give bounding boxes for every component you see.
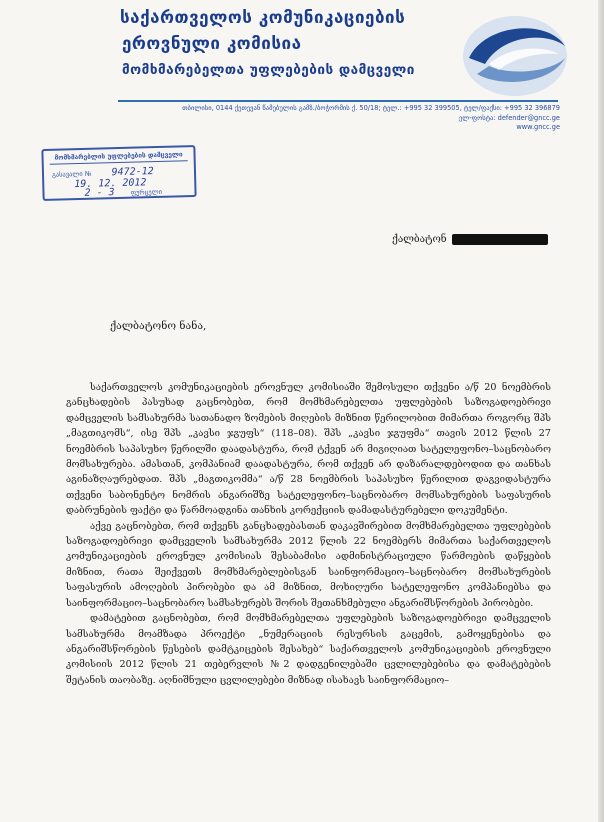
- header-title-line1: საქართველოს კომუნიკაციების: [120, 8, 406, 28]
- header-divider: [118, 100, 558, 102]
- page-edge-shadow: [598, 0, 604, 822]
- greeting: ქალბატონო ნანა,: [110, 320, 207, 332]
- gncc-logo-icon: [455, 6, 575, 106]
- body-paragraph-2: აქვე გაცნობებთ, რომ თქვენს განცხადებასთან დაკავშირებით მომხმარებელთა უფლებების საზოგადოებრივი დამცველის სამსახურმა 2012 წლის 22 ნოემბერს მიმართა საქართველოს კომუნიკაციების ეროვნულ კომისიას შესაბამისი ადმინისტრაციული წარმოების დაწყების მიზნით, რათა შეიქვეთს მომხმარებლებისგან საინფორმაციო–საცნობარო მომსახურების საფასურის ამოღების პირობები და ამ მიზნით, მოხიღური სატელეფონო კომპანიებსა და საინფორმაციო–საცნობარო სამსახურებს შორის შეთანხმებული ანგარიშსწორების პირობები.: [66, 520, 551, 609]
- stamp-pages-label: ფურცელი: [130, 187, 163, 197]
- stamp-date: 19. 12. 2012: [74, 177, 147, 191]
- header-title-line2: ეროვნული კომისია: [122, 34, 302, 54]
- stamp-number: 9472-12: [111, 166, 154, 179]
- contact-block: [140, 104, 560, 133]
- redacted-name: [452, 234, 548, 245]
- stamp-title: მომხმარებლის უფლებების დამცველი: [49, 150, 187, 165]
- contact-email: ელ-ფოსტა: defender@gncc.ge: [458, 113, 560, 122]
- registration-stamp: [41, 145, 196, 201]
- stamp-number-label: გასავალი №: [51, 169, 92, 179]
- addressee: [392, 234, 548, 245]
- header-title-line3: მომხმარებელთა უფლებების დამცველი: [122, 62, 415, 78]
- contact-website: www.gncc.ge: [516, 123, 560, 131]
- stamp-pages: 2 - 3: [84, 187, 115, 199]
- body-paragraph-1: საქართველოს კომუნიკაციების ეროვნულ კომისიაში შემოსული თქვენი ა/წ 20 ნოემბრის განცხადების პასუხად გაცნობებთ, რომ მომხმარებელთა უფლებების საზოგადოებრივი დამცველის სამსახურმა სათანადო ზომების მიღების მიზნით წერილობით მიმართა როგორც შპს „მაგთიკომს“, ისე შპს „კავსი ჯგუფს“ (118–08). შპს „კავსი ჯგუფმა“ თავის 2012 წლის 27 ნოემბრის საპასუხო წერილში დაადასტურა, რომ ტქვენ არ მიგიღიათ სატელეფონო–საცნობარო მომსახურება. ამასთან, კომპანიამ დაადასტურა, რომ თქვენ არ დაზარალდებოდით და თანხას აგინაზღაურებდათ. შპს „მაგთიკომმა“ ა/წ 28 ნოემბრის საპასუხო წერილით დაგვიდასტურა თქვენი საბონენტო ნომრის ანგარიშზე სატელეფონო–საცნობარო მომსახურების საფასურის დაბრუნების ფაქტი და წარმოადგინა თანხის კორექციის დამადასტურებელი დოკუმენტი.: [66, 382, 551, 517]
- body-paragraph-3: დამატებით გაცნობებთ, რომ მომხმარებელთა უფლებების საზოგადოებრივი დამცველის სამსახურმა მოამზადა პროექტი „ნუმერაციის რესურსის გაცემის, გამოყენებისა და ანგარიშსწორების წესების დამტკიცების შესახებ“ საქართველოს კომუნიკაციების ეროვნული კომისიის 2012 წლის 21 თებერვლის №2 დადგენილებაში ცვლილებებისა და დამატებების შეტანის თაობაზე. აღნიშნული ცვლილებები მიზნად ისახავს საინფორმაციო–: [66, 613, 551, 686]
- stamp-pages-row: [84, 186, 162, 199]
- letter-body: [66, 380, 551, 688]
- addressee-prefix: ქალბატონ: [392, 234, 447, 245]
- contact-address: თბილისი, 0144 ქეთევან წამებულის გამზ./ბოჭორმის ქ. 50/18; ტელ.: +995 32 399505, ტელ/ფაქსი: +995 32 396879: [182, 104, 560, 112]
